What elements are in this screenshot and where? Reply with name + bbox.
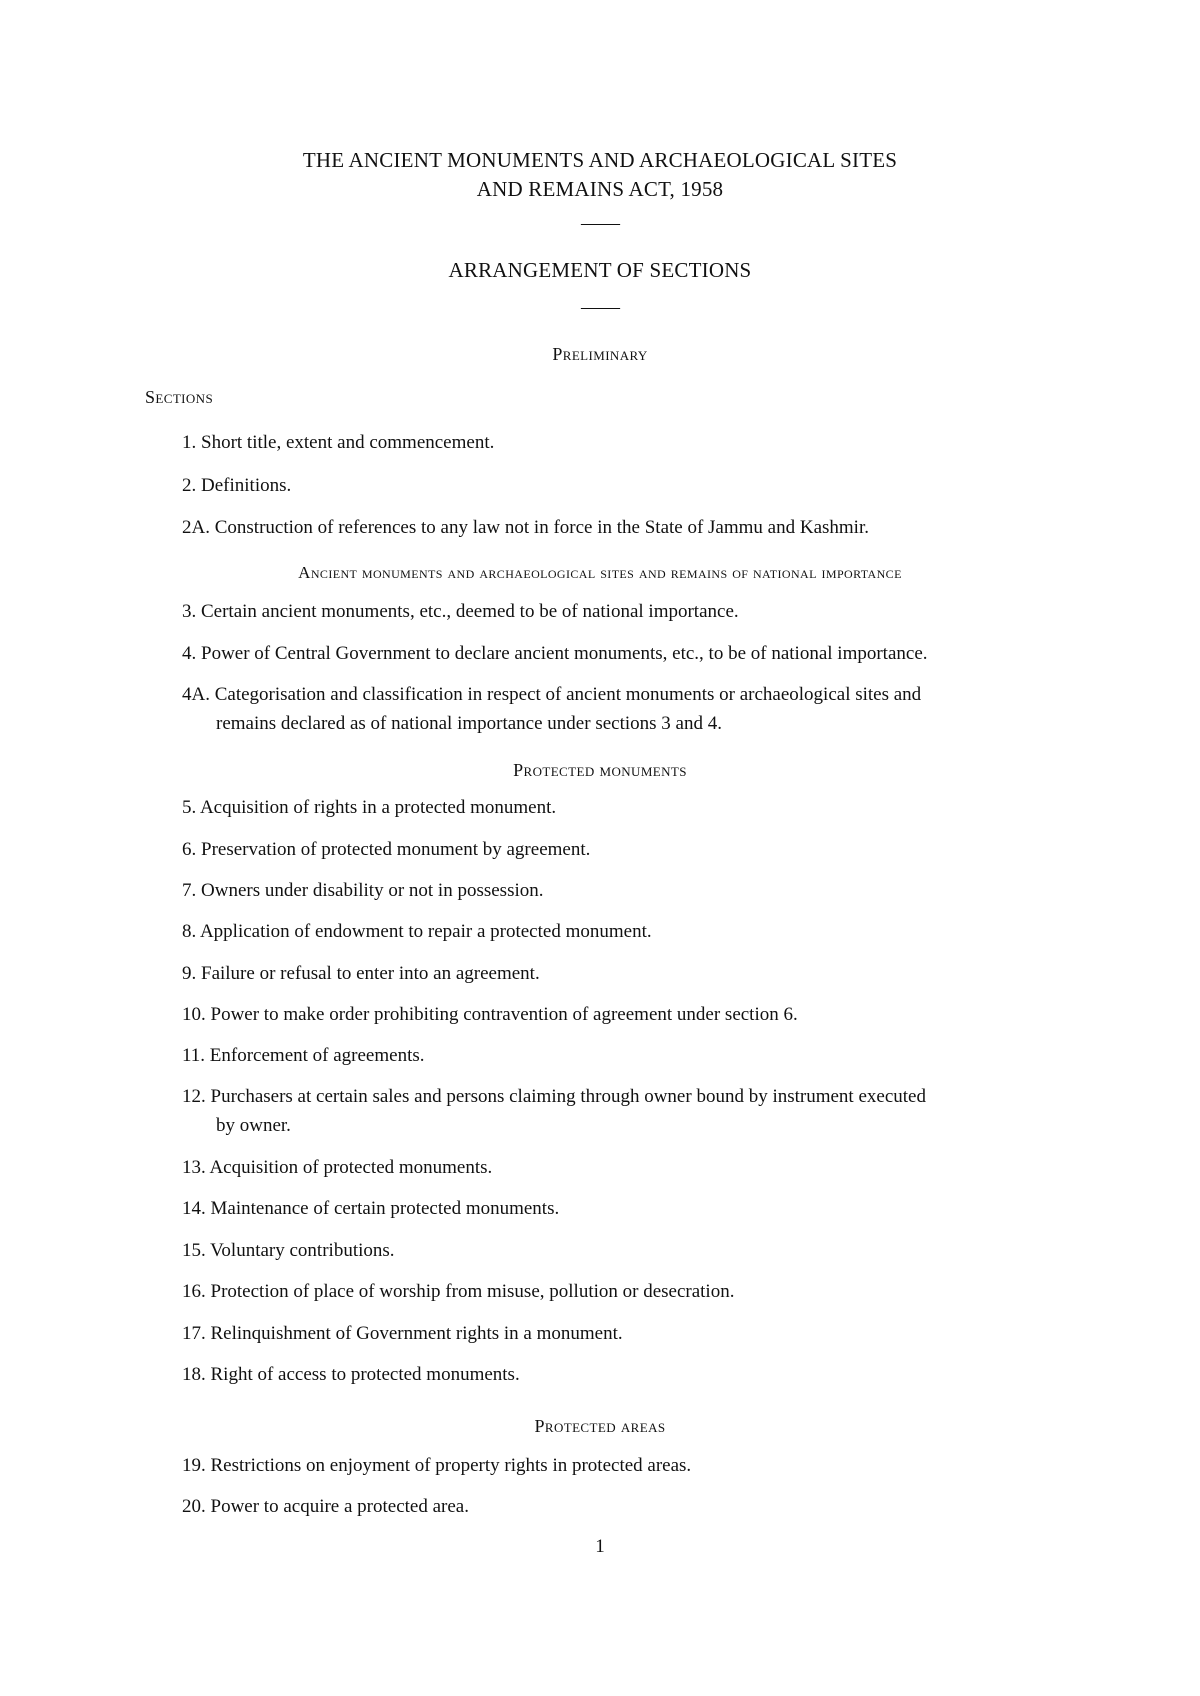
section-entry-10: 10. Power to make order prohibiting contravention of agreement under section 6. (182, 1004, 798, 1025)
title-rule: —— (581, 212, 619, 234)
section-entry-20: 20. Power to acquire a protected area. (182, 1496, 469, 1517)
section-entry-4a-continuation: remains declared as of national importance under sections 3 and 4. (216, 713, 722, 734)
arrangement-heading: ARRANGEMENT OF SECTIONS (448, 258, 752, 282)
protected-monuments-heading: Protected monuments (513, 760, 687, 780)
sections-label: Sections (145, 387, 214, 407)
protected-areas-heading: Protected areas (534, 1416, 666, 1436)
section-entry-4a-text: 4A. Categorisation and classification in respect of ancient monuments or archaeological sites and (182, 684, 922, 705)
section-entry-1: 1. Short title, extent and commencement. (182, 432, 495, 453)
section-entry-12-text: 12. Purchasers at certain sales and persons claiming through owner bound by instrument executed (182, 1086, 926, 1107)
section-entry-18: 18. Right of access to protected monuments. (182, 1364, 520, 1385)
section-entry-12-continuation: by owner. (216, 1115, 291, 1136)
section-entry-12 (182, 1082, 926, 1140)
act-title-line-1: THE ANCIENT MONUMENTS AND ARCHAEOLOGICAL SITES (302, 148, 898, 172)
section-entry-4: 4. Power of Central Government to declare ancient monuments, etc., to be of national importance. (182, 643, 928, 664)
section-entry-19: 19. Restrictions on enjoyment of property rights in protected areas. (182, 1455, 692, 1476)
section-entry-4a (182, 680, 921, 738)
section-entry-16: 16. Protection of place of worship from misuse, pollution or desecration. (182, 1281, 735, 1302)
section-entry-8: 8. Application of endowment to repair a protected monument. (182, 921, 652, 942)
section-entry-11: 11. Enforcement of agreements. (182, 1045, 425, 1066)
section-entry-2: 2. Definitions. (182, 475, 292, 496)
national-importance-heading: Ancient monuments and archaeological sites and remains of national importance (298, 563, 902, 582)
page-number: 1 (595, 1536, 605, 1557)
section-entry-9: 9. Failure or refusal to enter into an agreement. (182, 963, 540, 984)
arrangement-rule: —— (581, 296, 619, 318)
section-entry-3: 3. Certain ancient monuments, etc., deemed to be of national importance. (182, 601, 739, 622)
section-entry-13: 13. Acquisition of protected monuments. (182, 1157, 493, 1178)
act-title-line-2: AND REMAINS ACT, 1958 (476, 177, 724, 201)
section-entry-5: 5. Acquisition of rights in a protected monument. (182, 797, 557, 818)
section-entry-7: 7. Owners under disability or not in possession. (182, 880, 544, 901)
preliminary-heading: Preliminary (552, 344, 648, 364)
section-entry-2a: 2A. Construction of references to any law not in force in the State of Jammu and Kashmir. (182, 517, 869, 538)
section-entry-17: 17. Relinquishment of Government rights in a monument. (182, 1323, 623, 1344)
section-entry-15: 15. Voluntary contributions. (182, 1240, 395, 1261)
section-entry-14: 14. Maintenance of certain protected monuments. (182, 1198, 560, 1219)
section-entry-6: 6. Preservation of protected monument by agreement. (182, 839, 591, 860)
